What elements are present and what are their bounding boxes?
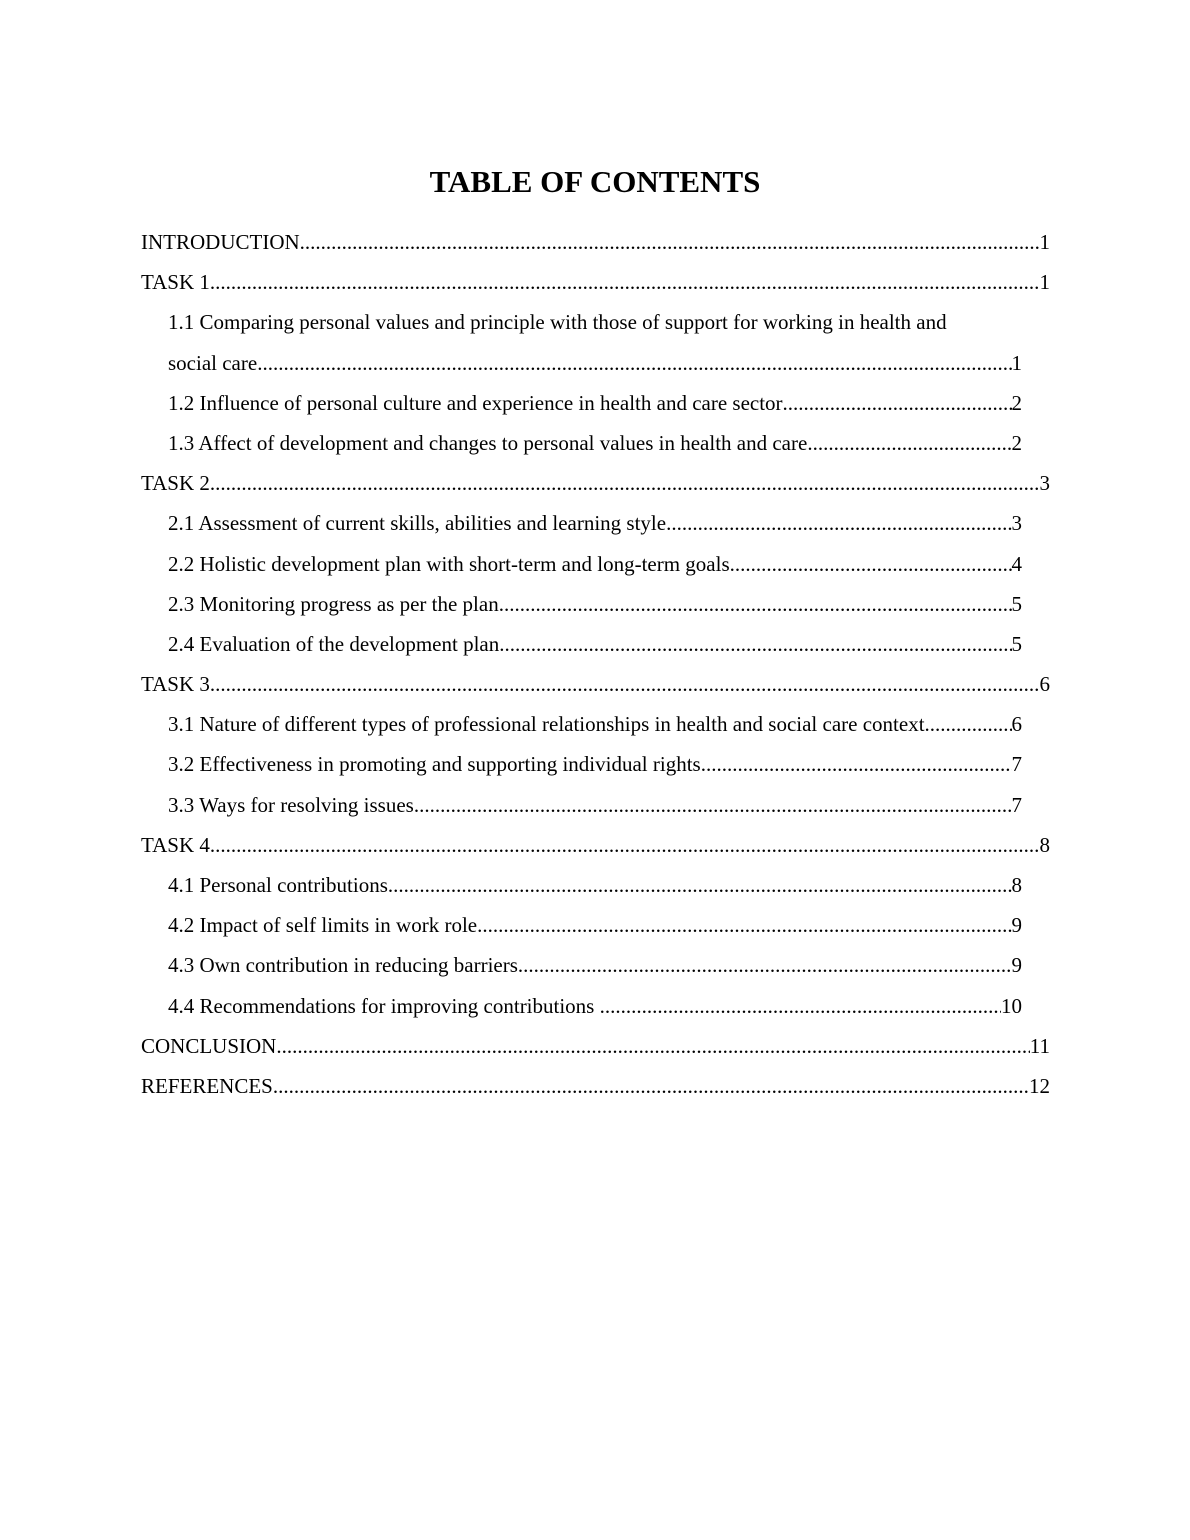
toc-entry-2-1[interactable] <box>168 503 1022 543</box>
toc-entry-3-3[interactable] <box>168 785 1022 825</box>
toc-entry-1-2[interactable] <box>168 383 1022 423</box>
toc-entry-task-1[interactable] <box>141 262 1050 302</box>
toc-entry-4-4[interactable] <box>168 986 1022 1026</box>
toc-entry-4-2[interactable] <box>168 905 1022 945</box>
toc-page-number: 6 <box>1039 672 1050 697</box>
toc-page-number: 5 <box>1011 591 1022 616</box>
dot-leader <box>210 825 1040 865</box>
toc-entry-label: 1.2 Influence of personal culture and experience in health and care sector <box>168 390 783 415</box>
toc-page-number: 1 <box>1039 230 1050 254</box>
dot-leader <box>210 262 1040 302</box>
toc-page-number: 9 <box>1011 953 1022 978</box>
toc-page-number: 8 <box>1011 873 1022 897</box>
toc-entry-line2 <box>168 343 1022 383</box>
toc-entry-3-2[interactable] <box>168 744 1022 784</box>
dot-leader <box>499 584 1012 624</box>
dot-leader <box>210 664 1040 704</box>
toc-entry-1-1[interactable] <box>168 302 1022 382</box>
toc-entry-label: TASK 2 <box>141 471 210 496</box>
toc-page-number: 2 <box>1011 430 1022 455</box>
dot-leader <box>701 744 1012 784</box>
toc-page-number: 10 <box>1001 993 1022 1018</box>
toc-entry-label: 3.1 Nature of different types of professional relationships in health and social care context <box>168 712 925 737</box>
toc-page-number: 11 <box>1029 1033 1050 1058</box>
dot-leader <box>477 905 1011 945</box>
dot-leader <box>783 383 1012 423</box>
dot-leader <box>210 463 1040 503</box>
toc-entry-4-1[interactable] <box>168 865 1022 905</box>
toc-entry-references[interactable] <box>141 1066 1050 1106</box>
toc-entry-label: 3.3 Ways for resolving issues <box>168 792 414 817</box>
toc-page-number: 1 <box>1039 270 1050 295</box>
toc-entry-task-3[interactable] <box>141 664 1050 704</box>
toc-page-number: 2 <box>1011 390 1022 415</box>
dot-leader <box>666 503 1011 543</box>
toc-entry-label: TASK 3 <box>141 672 210 697</box>
dot-leader <box>300 222 1040 262</box>
toc-entry-3-1[interactable] <box>168 704 1022 744</box>
dot-leader <box>518 945 1012 985</box>
toc-entry-conclusion[interactable] <box>141 1026 1050 1066</box>
toc-entry-label: TASK 1 <box>141 270 210 295</box>
toc-page-number: 8 <box>1039 832 1050 857</box>
dot-leader <box>276 1026 1029 1066</box>
toc-entry-label: 2.4 Evaluation of the development plan <box>168 631 500 656</box>
toc-page-number: 3 <box>1039 471 1050 496</box>
toc-page-number: 6 <box>1011 712 1022 737</box>
toc-entry-introduction[interactable] <box>141 222 1050 262</box>
toc-entry-label: 4.4 Recommendations for improving contributions <box>168 993 600 1018</box>
toc-page-number: 1 <box>1011 350 1022 375</box>
toc-entry-label: INTRODUCTION <box>141 230 300 254</box>
toc-entry-label: TASK 4 <box>141 832 210 857</box>
dot-leader <box>388 865 1012 905</box>
toc-entry-label: 2.3 Monitoring progress as per the plan <box>168 591 499 616</box>
toc-entry-task-4[interactable] <box>141 825 1050 865</box>
toc-page-number: 5 <box>1011 631 1022 656</box>
dot-leader <box>730 544 1012 584</box>
toc-entry-label: REFERENCES <box>141 1073 273 1098</box>
toc-entry-label: 1.3 Affect of development and changes to personal values in health and care <box>168 430 808 455</box>
toc-page-number: 4 <box>1011 551 1022 576</box>
dot-leader <box>925 704 1012 744</box>
dot-leader <box>414 785 1012 825</box>
toc-entry-label: 4.2 Impact of self limits in work role <box>168 913 478 938</box>
dot-leader <box>257 343 1011 383</box>
dot-leader <box>273 1066 1029 1106</box>
dot-leader <box>600 986 1001 1026</box>
toc-page-number: 12 <box>1029 1073 1050 1098</box>
toc-entry-label: 2.1 Assessment of current skills, abilities and learning style <box>168 511 667 536</box>
toc-entry-task-2[interactable] <box>141 463 1050 503</box>
toc-entry-2-3[interactable] <box>168 584 1022 624</box>
toc-entry-label: 4.3 Own contribution in reducing barriers <box>168 953 518 978</box>
toc-entry-label-line2: social care <box>168 350 258 375</box>
toc-page-number: 7 <box>1011 792 1022 817</box>
toc-page-number: 3 <box>1011 511 1022 536</box>
toc-entry-label: 2.2 Holistic development plan with short-term and long-term goals <box>168 551 730 576</box>
dot-leader <box>499 624 1011 664</box>
toc-entry-label-line1: 1.1 Comparing personal values and principle with those of support for working in health and <box>168 310 947 335</box>
toc-page-number: 7 <box>1011 752 1022 777</box>
toc-entry-label: 4.1 Personal contributions <box>168 873 388 897</box>
toc-entry-2-4[interactable] <box>168 624 1022 664</box>
toc-list <box>141 222 1050 1106</box>
dot-leader <box>807 423 1011 463</box>
toc-page-number: 9 <box>1011 913 1022 938</box>
toc-title: TABLE OF CONTENTS <box>429 164 761 199</box>
toc-entry-2-2[interactable] <box>168 544 1022 584</box>
toc-entry-4-3[interactable] <box>168 945 1022 985</box>
toc-entry-1-3[interactable] <box>168 423 1022 463</box>
toc-entry-label: CONCLUSION <box>141 1033 277 1058</box>
toc-entry-label: 3.2 Effectiveness in promoting and supporting individual rights <box>168 752 701 777</box>
